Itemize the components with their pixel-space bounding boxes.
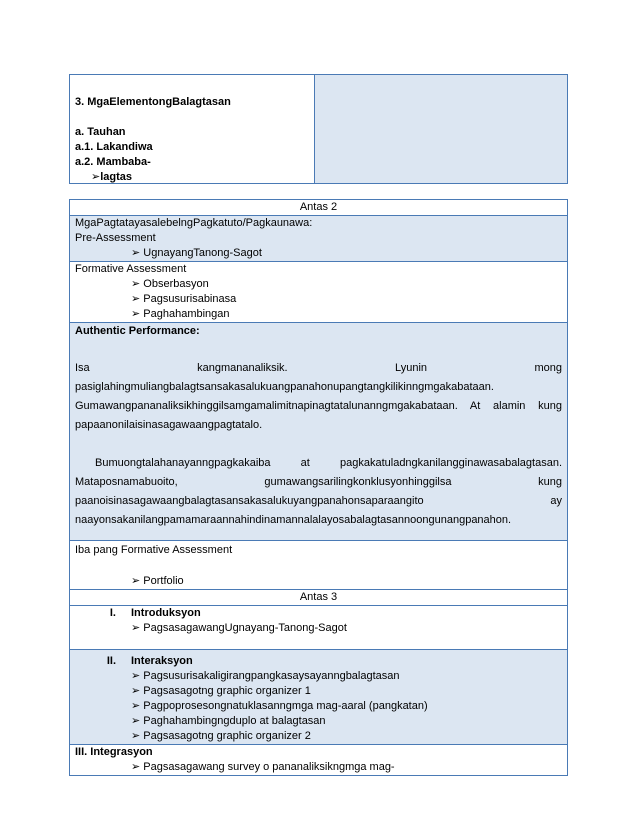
arrow-bullet-icon: ➢	[131, 761, 141, 773]
paragraph-line: paanoisinasagawaangbalagtasansakasalukuyangpanahonsaparaangito ay	[75, 495, 562, 507]
list-item: ➢ Pagsasagawang survey o pananaliksikngmga mag-	[131, 761, 395, 773]
list-item: a.1. Lakandiwa	[75, 141, 153, 153]
paragraph-line: Isa kangmananaliksik. Lyunin mong	[75, 362, 562, 374]
arrow-bullet-icon: ➢	[131, 247, 141, 259]
paragraph-line: pasiglahingmuliangbalagtsansakasalukuangpanahonupangtangkilikinngmgakabataan.	[75, 381, 494, 393]
section-number: II.	[106, 655, 116, 667]
top-table-right-cell	[315, 75, 567, 183]
list-item: ➢ Pagsasagotng graphic organizer 1	[131, 685, 311, 697]
other-formative-row	[70, 541, 567, 590]
list-item: ➢ Obserbasyon	[131, 278, 209, 290]
section-number: I.	[109, 607, 116, 619]
list-item: ➢ Pagsusurisabinasa	[131, 293, 237, 305]
list-item: ➢lagtas	[91, 171, 133, 183]
list-item: a. Tauhan	[75, 126, 126, 138]
authentic-label: Authentic Performance:	[75, 325, 200, 337]
formative-label: Formative Assessment	[75, 263, 187, 275]
list-item: ➢ Pagpoprosesongnatuklasanngmga mag-aaral (pangkatan)	[131, 700, 428, 712]
arrow-bullet-icon: ➢	[131, 278, 141, 290]
other-formative-label: Iba pang Formative Assessment	[75, 544, 233, 556]
arrow-bullet-icon: ➢	[131, 575, 141, 587]
pre-assessment-label: Pre-Assessment	[75, 232, 156, 244]
section-label: III. Integrasyon	[75, 746, 153, 758]
list-item: ➢ Pagsasagotng graphic organizer 2	[131, 730, 311, 742]
antas2-title: Antas 2	[70, 200, 567, 216]
section-label: Interaksyon	[131, 655, 193, 667]
lesson-table	[69, 199, 568, 776]
list-item: ➢ Paghahambingan	[131, 308, 230, 320]
top-table-left-cell	[70, 75, 315, 183]
list-item: ➢ PagsasagawangUgnayang-Tanong-Sagot	[131, 622, 347, 634]
arrow-bullet-icon: ➢	[131, 308, 141, 320]
pre-assessment-row	[70, 216, 567, 262]
arrow-bullet-icon: ➢	[131, 700, 141, 712]
formative-assessment-row	[70, 262, 567, 323]
arrow-bullet-icon: ➢	[91, 171, 101, 183]
section-label: Introduksyon	[131, 607, 201, 619]
paragraph-line: Bumuongtalahanayanngpagkakaiba at pagkakatuladngkanilangginawasabalagtasan.	[95, 457, 562, 469]
list-item: ➢ Paghahambingngduplo at balagtasan	[131, 715, 326, 727]
paragraph-line: Mataposnamabuoito, gumawangsarilingkonklusyonhinggilsa kung	[75, 476, 562, 488]
list-item: ➢ Pagsusurisakaligirangpangkasaysayanngbalagtasan	[131, 670, 400, 682]
integrasyon-row	[70, 745, 567, 775]
goals-label: MgaPagtatayasalebelngPagkatuto/Pagkaunawa:	[75, 217, 313, 229]
paragraph-line: naayonsakanilangpamamaraannahindinamannalalayosabalagtasannoongunangpanahon.	[75, 514, 512, 526]
top-table	[69, 74, 568, 184]
introduksyon-row	[70, 606, 567, 650]
list-item: ➢ Portfolio	[131, 575, 184, 587]
paragraph-line: Gumawangpananaliksikhinggilsamgamalimitnapinagtatalunanngmgakabataan. At alamin kung	[75, 400, 562, 412]
authentic-performance-row	[70, 323, 567, 541]
paragraph-line: papaanonilaisinasagawaangpagtatalo.	[75, 419, 263, 431]
arrow-bullet-icon: ➢	[131, 730, 141, 742]
arrow-bullet-icon: ➢	[131, 685, 141, 697]
arrow-bullet-icon: ➢	[131, 670, 141, 682]
arrow-bullet-icon: ➢	[131, 622, 141, 634]
antas3-title: Antas 3	[70, 590, 567, 606]
interaksyon-row	[70, 650, 567, 745]
arrow-bullet-icon: ➢	[131, 293, 141, 305]
list-item: a.2. Mambaba-	[75, 156, 151, 168]
list-item: ➢ UgnayangTanong-Sagot	[131, 247, 262, 259]
section-heading: 3. MgaElementongBalagtasan	[75, 96, 231, 108]
arrow-bullet-icon: ➢	[131, 715, 141, 727]
